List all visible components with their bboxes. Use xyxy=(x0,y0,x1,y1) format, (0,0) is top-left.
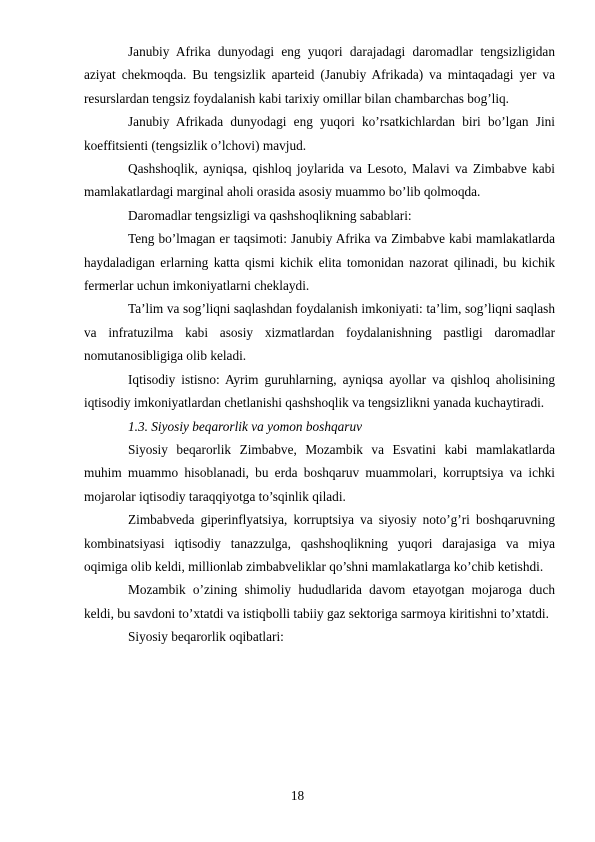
paragraph-causes-heading: Daromadlar tengsizligi va qashshoqlikning sabablari: xyxy=(128,207,412,223)
paragraph-mozambique: Mozambik o’zining shimoliy hududlarida davom etayotgan mojaroga duch keldi, bu savdoni to’xtatdi va istiqbolli tabiiy gaz sektoriga sarmoya kiritishni to’xtatdi. xyxy=(84,582,555,621)
paragraph-inequality-intro: Janubiy Afrika dunyodagi eng yuqori darajadagi daromadlar tengsizligidan aziyat chekmoqda. Bu tengsizlik aparteid (Janubiy Afrikada) va mintaqadagi yer va resurslardan tengsiz foydalanish kabi tarixiy omillar bilan chambarchas bog’liq. xyxy=(84,44,555,106)
document-page xyxy=(84,40,555,649)
paragraph-zimbabwe: Zimbabveda giperinflyatsiya, korruptsiya va siyosiy noto’g’ri boshqaruvning kombinatsiyasi iqtisodiy tanazzulga, qashshoqlikning yuqori darajasiga va miya oqimiga olib keldi, millionlab zimbabveliklar qo’shni mamlakatlarga ko’chib ketishdi. xyxy=(84,512,555,574)
paragraph-education-health: Ta’lim va sog’liqni saqlashdan foydalanish imkoniyati: ta’lim, sog’liqni saqlash va infratuzilma kabi asosiy xizmatlardan foydalanishning pastligi daromadlar nomutanosibligiga olib keladi. xyxy=(84,301,555,364)
paragraph-gini-coefficient: Janubiy Afrikada dunyodagi eng yuqori ko’rsatkichlardan biri bo’lgan Jini koeffitsienti (tengsizlik o’lchovi) mavjud. xyxy=(84,114,555,153)
paragraph-poverty: Qashshoqlik, ayniqsa, qishloq joylarida va Lesoto, Malavi va Zimbabve kabi mamlakatlardagi marginal aholi orasida asosiy muammo bo’lib qolmoqda. xyxy=(84,161,555,200)
paragraph-consequences-heading: Siyosiy beqarorlik oqibatlari: xyxy=(128,629,284,645)
section-heading: 1.3. Siyosiy beqarorlik va yomon boshqaruv xyxy=(128,418,363,434)
paragraph-land-distribution: Teng bo’lmagan er taqsimoti: Janubiy Afrika va Zimbabve kabi mamlakatlarda haydaladigan erlarning katta qismi kichik elita tomonidan nazorat qilinadi, bu kichik fermerlar uchun imkoniyatlarni cheklaydi. xyxy=(84,231,555,294)
paragraph-economic-exclusion: Iqtisodiy istisno: Ayrim guruhlarning, ayniqsa ayollar va qishloq aholisining iqtisodiy imkoniyatlardan chetlanishi qashshoqlik va tengsizlikni yanada kuchaytiradi. xyxy=(84,371,555,411)
paragraph-political-instability: Siyosiy beqarorlik Zimbabve, Mozambik va Esvatini kabi mamlakatlarda muhim muammo hisoblanadi, bu erda boshqaruv muammolari, korruptsiya va ichki mojarolar iqtisodiy taraqqiyotga to’sqinlik qiladi. xyxy=(84,441,555,504)
page-number: 18 xyxy=(290,788,305,803)
